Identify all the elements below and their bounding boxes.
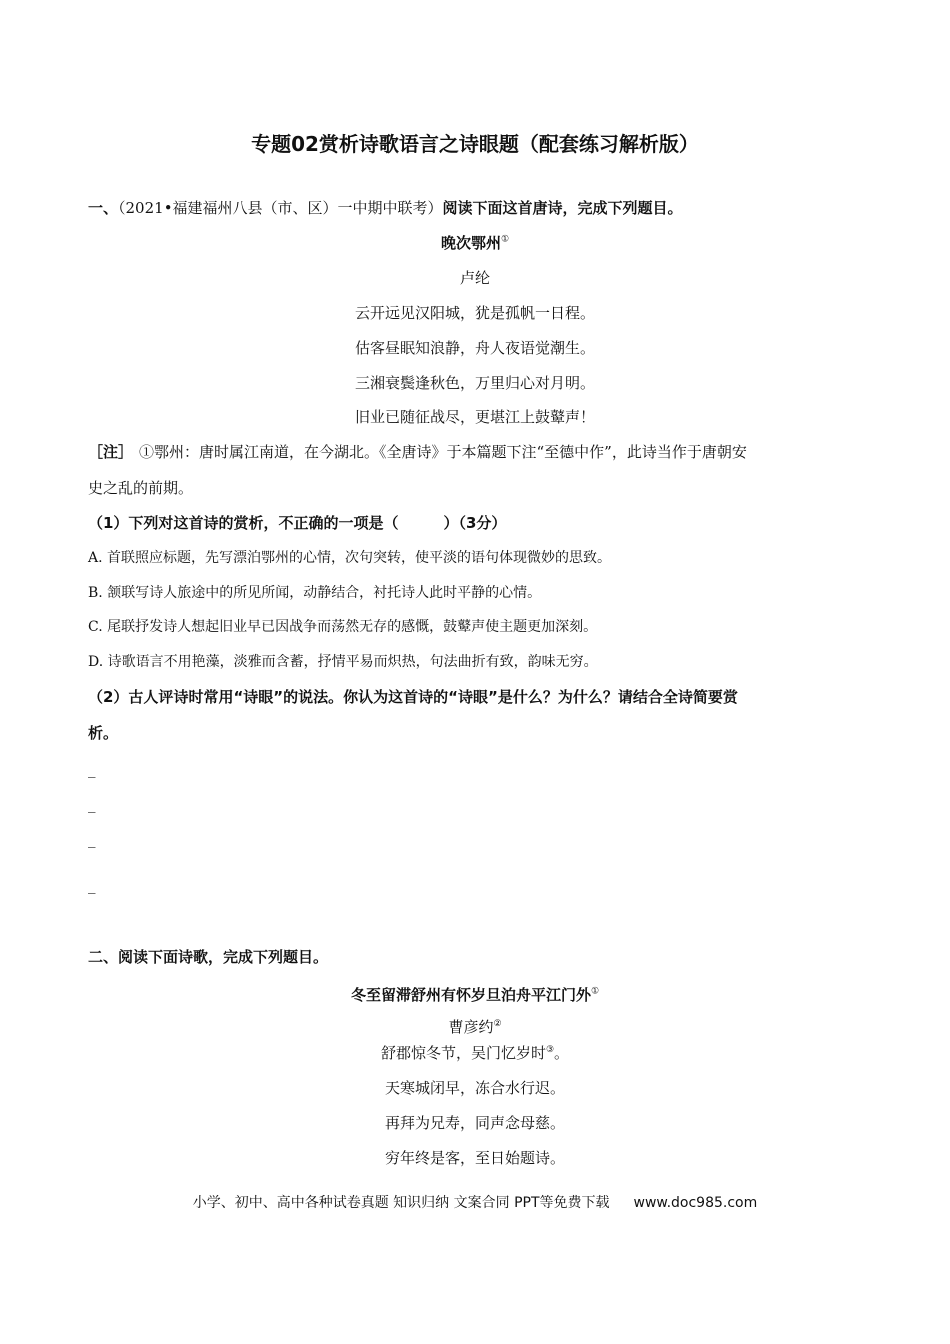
poem2-line: 穷年终是客，至日始题诗。 (384, 1149, 565, 1167)
question-2-continued: 析。 (88, 724, 119, 742)
poem1-note (88, 441, 747, 462)
poem2-title: 冬至留滞舒州有怀岁旦泊舟平江门外① (350, 986, 600, 1004)
poem2-line: 再拜为兄寿，同声念母慈。 (384, 1114, 565, 1132)
section2-heading: 二、阅读下面诗歌，完成下列题目。 (88, 948, 329, 966)
answer-blank: _ (88, 876, 96, 894)
section1-instruction: 阅读下面这首唐诗，完成下列题目。 (442, 199, 683, 217)
option-b: B. 颔联写诗人旅途中的所见所闻，动静结合，衬托诗人此时平静的心情。 (88, 585, 542, 601)
page-footer (0, 1192, 950, 1212)
option-a: A. 首联照应标题，先写漂泊鄂州的心情，次句突转，使平淡的语句体现微妙的思致。 (88, 550, 612, 566)
document-title: 专题02赏析诗歌语言之诗眼题（配套练习解析版） (251, 132, 699, 156)
footnote-marker: ② (493, 1019, 502, 1029)
poem1-line: 估客昼眠知浪静，舟人夜语觉潮生。 (354, 339, 595, 357)
note-label: ［注］ (88, 443, 134, 461)
poem1-line: 三湘衰鬓逢秋色，万里归心对月明。 (354, 374, 595, 392)
footer-link[interactable]: www.doc985.com (633, 1195, 758, 1211)
answer-blank: _ (88, 830, 96, 848)
poem1-line: 云开远见汉阳城，犹是孤帆一日程。 (354, 304, 595, 322)
option-c: C. 尾联抒发诗人想起旧业早已因战争而荡然无存的感慨，鼓鼙声使主题更加深刻。 (88, 619, 598, 635)
answer-blank: _ (88, 795, 96, 813)
answer-blank: _ (88, 760, 96, 778)
section1-number: 一、 (88, 199, 119, 217)
poem2-author: 曹彦约② (448, 1018, 502, 1036)
section1-heading (88, 197, 683, 218)
poem1-author: 卢纶 (459, 269, 490, 287)
poem1-line: 旧业已随征战尽，更堪江上鼓鼙声！ (354, 408, 595, 426)
question-2: （2）古人评诗时常用“诗眼”的说法。你认为这首诗的“诗眼”是什么？为什么？请结合全诗简要赏 (88, 688, 738, 706)
poem1-title: 晚次鄂州① (440, 234, 510, 252)
poem2-line: 舒郡惊冬节，吴门忆岁时③。 (380, 1044, 570, 1062)
footnote-marker: ① (590, 986, 600, 997)
question-1: （1）下列对这首诗的赏析，不正确的一项是（ ）（3分） (88, 514, 507, 532)
option-d: D. 诗歌语言不用艳藻，淡雅而含蓄，抒情平易而炽热，句法曲折有致，韵味无穷。 (88, 654, 598, 670)
poem2-line: 天寒城闭早，冻合水行迟。 (384, 1079, 565, 1097)
footnote-marker: ③ (545, 1045, 555, 1055)
note-text: ①鄂州：唐时属江南道，在今湖北。《全唐诗》于本篇题下注“至德中作”，此诗当作于唐朝安 (139, 443, 747, 461)
footnote-marker: ① (500, 234, 510, 245)
poem1-note-continued: 史之乱的前期。 (88, 479, 194, 497)
footer-text: 小学、初中、高中各种试卷真题 知识归纳 文案合同 PPT等免费下载 (192, 1195, 610, 1211)
section1-source: （2021•福建福州八县（市、区）一中期中联考） (118, 199, 443, 217)
